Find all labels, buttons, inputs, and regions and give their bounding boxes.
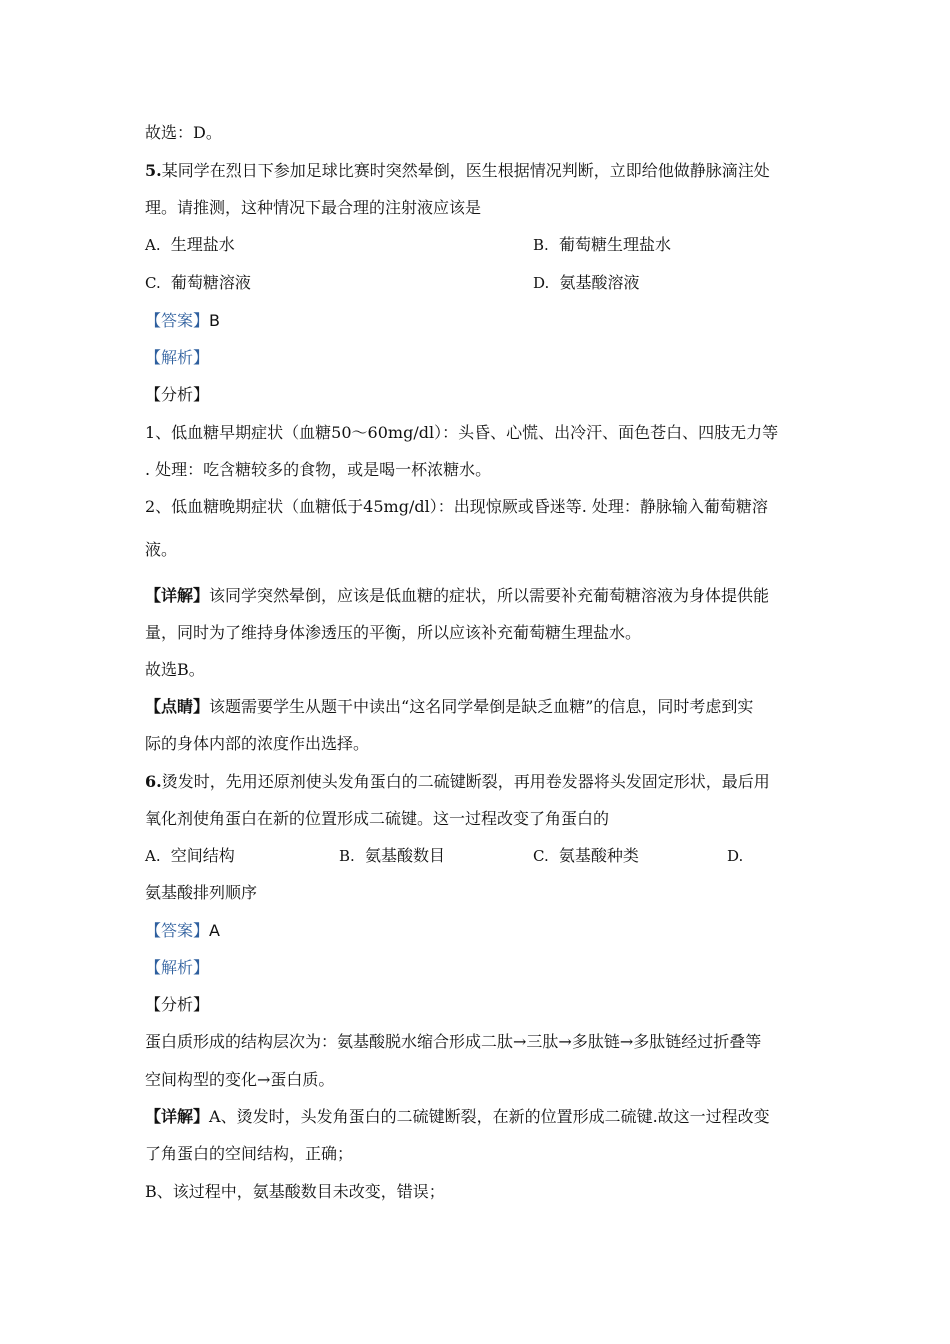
tip-tag: 【点睛】	[145, 697, 210, 716]
q5-stem-text1: 某同学在烈日下参加足球比赛时突然晕倒，医生根据情况判断，立即给他做静脉滴注处	[161, 161, 770, 180]
q6-option-d-letter: D.	[727, 847, 744, 865]
q6-fenxi-line1: 蛋白质形成的结构层次为：氨基酸脱水缩合形成二肽→三肽→多肽链→多肽链经过折叠等	[145, 1032, 762, 1051]
detail-tag: 【详解】	[145, 586, 210, 605]
q6-detail-line3: B、该过程中，氨基酸数目未改变，错误；	[145, 1182, 445, 1201]
q6-detail-line2: 了角蛋白的空间结构，正确；	[145, 1144, 354, 1163]
answer-tag: 【答案】	[145, 921, 210, 940]
q6-number: 6.	[145, 772, 162, 791]
q6-analysis-tag: 【解析】	[145, 958, 210, 977]
answer-tag: 【答案】	[145, 311, 210, 330]
q6-option-c: C. 氨基酸种类	[533, 846, 639, 865]
q5-fenxi-line3: 2、低血糖晚期症状（血糖低于45mg/dl）：出现惊厥或昏迷等. 处理：静脉输入葡萄糖溶	[145, 497, 768, 516]
detail-tag: 【详解】	[145, 1107, 210, 1126]
q6-stem-line2: 氧化剂使角蛋白在新的位置形成二硫键。这一过程改变了角蛋白的	[145, 809, 610, 828]
q5-answer	[145, 310, 220, 332]
q5-analysis-tag: 【解析】	[145, 348, 210, 367]
q5-option-c: C. 葡萄糖溶液	[145, 273, 251, 292]
q6-option-a: A. 空间结构	[145, 846, 235, 865]
q5-conclusion: 故选B。	[145, 660, 205, 679]
q5-option-d: D. 氨基酸溶液	[533, 273, 640, 292]
answer-value: B	[209, 311, 220, 330]
q5-number: 5.	[145, 161, 162, 180]
q6-stem-line1: 6.烫发时，先用还原剂使头发角蛋白的二硫键断裂，再用卷发器将头发固定形状，最后用	[145, 772, 770, 791]
q5-tip-line2: 际的身体内部的浓度作出选择。	[145, 734, 370, 753]
q5-stem-line2: 理。请推测，这种情况下最合理的注射液应该是	[145, 198, 482, 217]
q6-fenxi-tag: 【分析】	[145, 995, 210, 1014]
q5-fenxi-tag: 【分析】	[145, 385, 210, 404]
q5-fenxi-line4: 液。	[145, 540, 178, 559]
q6-option-b: B. 氨基酸数目	[339, 846, 445, 865]
q6-option-d-text: 氨基酸排列顺序	[145, 883, 258, 902]
q5-tip-line1: 【点睛】该题需要学生从题干中读出“这名同学晕倒是缺乏血糖”的信息，同时考虑到实	[145, 697, 754, 716]
q5-fenxi-line1: 1、低血糖早期症状（血糖50～60mg/dl）：头昏、心慌、出冷汗、面色苍白、四肢无力等	[145, 423, 779, 442]
q6-answer	[145, 920, 220, 942]
q5-option-b: B. 葡萄糖生理盐水	[533, 235, 671, 254]
q5-detail-line2: 量，同时为了维持身体渗透压的平衡，所以应该补充葡萄糖生理盐水。	[145, 623, 642, 642]
q4-conclusion: 故选：D。	[145, 123, 222, 142]
q5-option-a: A. 生理盐水	[145, 235, 235, 254]
q5-stem-line1	[145, 160, 770, 182]
q5-fenxi-line2: . 处理：吃含糖较多的食物，或是喝一杯浓糖水。	[145, 460, 492, 479]
q6-detail-line1: 【详解】A、烫发时，头发角蛋白的二硫键断裂，在新的位置形成二硫键.故这一过程改变	[145, 1107, 770, 1126]
q6-fenxi-line2: 空间构型的变化→蛋白质。	[145, 1070, 335, 1089]
q5-detail-line1: 【详解】该同学突然晕倒，应该是低血糖的症状，所以需要补充葡萄糖溶液为身体提供能	[145, 586, 770, 605]
answer-value: A	[209, 921, 220, 940]
